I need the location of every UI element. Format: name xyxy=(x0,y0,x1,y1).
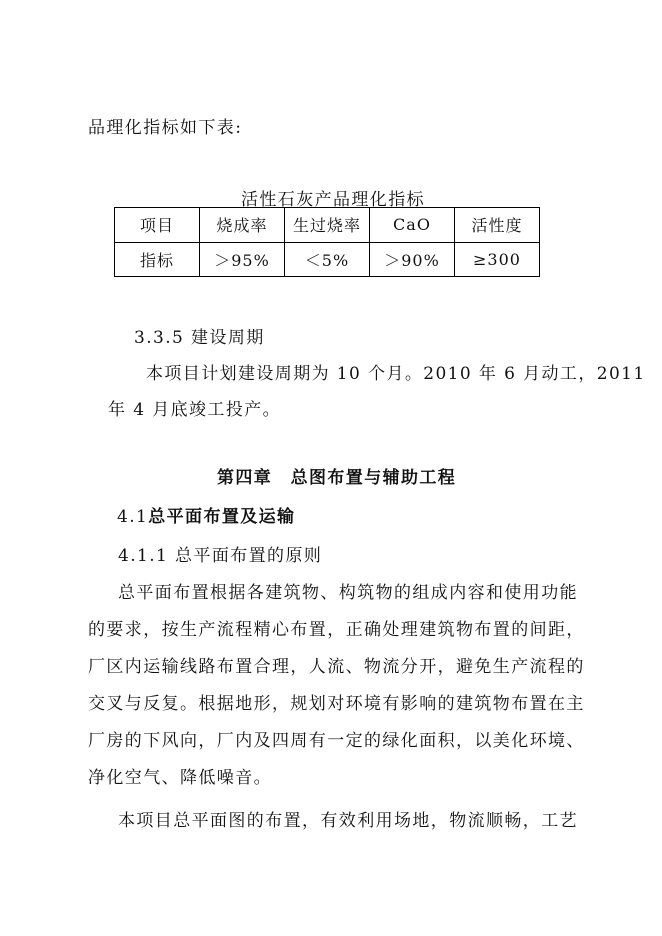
table-header-cell: 活性度 xyxy=(455,208,540,243)
table-cell: 指标 xyxy=(115,242,200,277)
paragraph-line: 本项目计划建设周期为 10 个月。2010 年 6 月动工，2011 xyxy=(146,364,646,384)
paragraph-line: 交叉与反复。根据地形，规划对环境有影响的建筑物布置在主 xyxy=(88,694,585,714)
table-header-cell: 项目 xyxy=(115,208,200,243)
closing-line: 本项目总平面图的布置，有效利用场地，物流顺畅，工艺 xyxy=(118,811,578,831)
paragraph-line: 年 4 月底竣工投产。 xyxy=(108,400,282,420)
section-335-heading: 3.3.5 建设周期 xyxy=(134,328,265,348)
intro-line: 品理化指标如下表: xyxy=(88,118,243,138)
section-41-heading xyxy=(117,502,295,527)
chapter-title: 第四章 总图布置与辅助工程 xyxy=(217,468,457,488)
paragraph-line: 总平面布置根据各建筑物、构筑物的组成内容和使用功能 xyxy=(118,583,578,603)
table-row xyxy=(115,242,540,277)
table-header-row xyxy=(115,208,540,243)
table-cell: ＞90% xyxy=(370,242,455,277)
section-41-title: 总平面布置及运输 xyxy=(148,507,296,527)
section-411-heading: 4.1.1 总平面布置的原则 xyxy=(118,546,323,566)
table-header-cell: 生过烧率 xyxy=(285,208,370,243)
indicator-table xyxy=(114,207,540,277)
table-cell: ＞95% xyxy=(200,242,285,277)
paragraph-line: 厂区内运输线路布置合理，人流、物流分开，避免生产流程的 xyxy=(88,657,585,677)
table-cell: ≥300 xyxy=(455,242,540,277)
paragraph-line: 厂房的下风向，厂内及四周有一定的绿化面积，以美化环境、 xyxy=(88,731,585,751)
table-cell: ＜5% xyxy=(285,242,370,277)
paragraph-line: 的要求，按生产流程精心布置，正确处理建筑物布置的间距， xyxy=(88,620,585,640)
paragraph-line: 净化空气、降低噪音。 xyxy=(88,768,272,788)
table-header-cell: 烧成率 xyxy=(200,208,285,243)
table-header-cell: CaO xyxy=(370,208,455,243)
section-41-number: 4.1 xyxy=(117,507,149,527)
table-caption: 活性石灰产品理化指标 xyxy=(241,190,425,210)
